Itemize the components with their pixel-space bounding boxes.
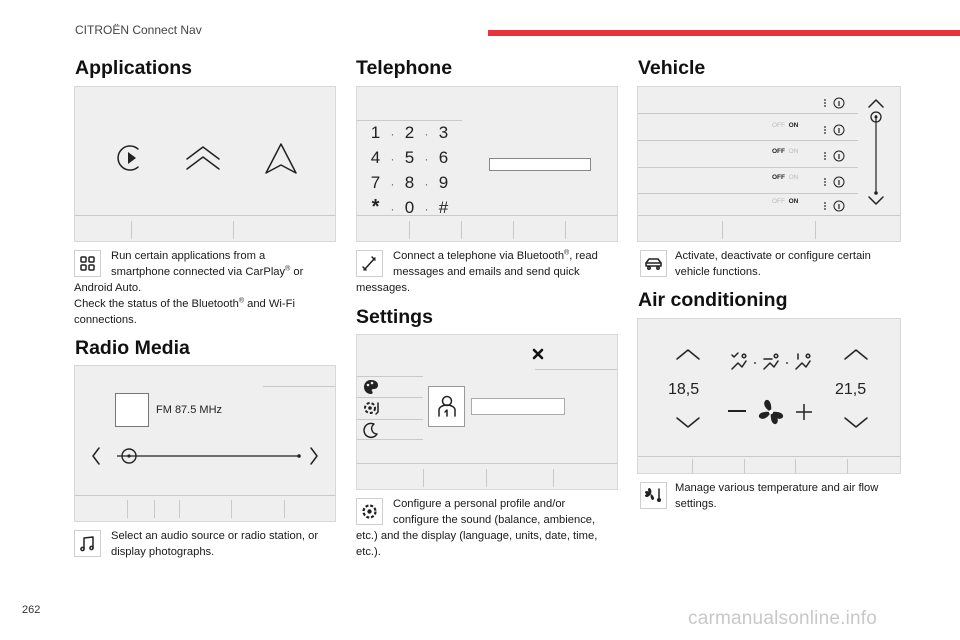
applications-screen [74,86,336,242]
carplay-icon [111,139,151,179]
watermark: carmanualsonline.info [688,608,878,629]
vehicle-heading: Vehicle [638,57,706,79]
settings-heading: Settings [356,306,433,328]
telephone-description: Connect a telephone via Bluetooth®, read messages and emails and send quick messages. [356,249,598,294]
fan-speed-icon [756,397,786,427]
key-6[interactable]: 6 [438,148,449,167]
sound-settings-icon[interactable] [362,399,382,417]
close-icon[interactable] [531,347,545,361]
vehicle-options-icons[interactable] [822,95,852,215]
temp-left-value: 18,5 [668,381,700,398]
vehicle-switch-3[interactable]: OFF ON [772,174,799,181]
radio-station-label: FM 87.5 MHz [156,404,223,416]
radio-media-description: Select an audio source or radio station, or display photographs. [111,530,319,558]
air-conditioning-screen [637,318,901,474]
applications-description: Run certain applications from a smartphone connected via CarPlay® or Android Auto. Check the status of the Bluetooth® and Wi-Fi connections. [74,250,304,326]
album-art-placeholder [115,393,149,427]
fan-increase-button[interactable] [794,402,814,422]
temp-left-down-arrow[interactable] [674,415,702,431]
vehicle-screen [637,86,901,242]
key-1[interactable]: 1 [370,123,381,142]
key-0[interactable]: 0 [404,198,415,217]
key-hash[interactable]: # [438,198,449,217]
key-2[interactable]: 2 [404,123,415,142]
vehicle-switch-4[interactable]: OFF ON [772,198,799,205]
air-flow-direction-icons[interactable] [728,351,818,375]
header-accent-bar [488,30,960,36]
air-conditioning-description: Manage various temperature and air flow settings. [675,482,879,510]
temp-left-up-arrow[interactable] [674,347,702,363]
vehicle-description: Activate, deactivate or configure certain vehicle functions. [675,250,871,278]
profile-name-field[interactable] [471,398,565,415]
temp-right-down-arrow[interactable] [842,415,870,431]
radio-tuner-slider[interactable] [89,444,321,468]
phone-keypad[interactable]: 1 · 2 · 3 4 · 5 · 6 7 · 8 · 9 * · 0 · # [367,121,452,221]
page-number: 262 [22,604,41,616]
radio-media-screen [74,365,336,522]
temp-right-value: 21,5 [835,381,867,398]
key-7[interactable]: 7 [370,173,381,192]
key-5[interactable]: 5 [404,148,415,167]
settings-description: Configure a personal profile and/or configure the sound (balance, ambience, etc.) and the display (language, units, date, time, etc.). [356,498,598,558]
key-4[interactable]: 4 [370,148,381,167]
header-title: CITROËN Connect Nav [75,23,202,37]
key-3[interactable]: 3 [438,123,449,142]
settings-screen [356,334,618,490]
vehicle-switch-1[interactable]: OFF ON [772,122,799,129]
radio-media-heading: Radio Media [75,337,190,359]
key-9[interactable]: 9 [438,173,449,192]
air-conditioning-heading: Air conditioning [638,289,788,311]
telephone-heading: Telephone [356,57,453,79]
vehicle-scrollbar[interactable] [864,95,888,207]
applications-heading: Applications [75,57,193,79]
key-8[interactable]: 8 [404,173,415,192]
phone-number-field[interactable] [489,158,591,171]
temp-right-up-arrow[interactable] [842,347,870,363]
fan-decrease-button[interactable] [728,410,746,412]
citroen-chevrons-icon [183,139,223,179]
vehicle-switch-2[interactable]: OFF ON [772,148,799,155]
profile-avatar[interactable] [428,386,465,427]
profile-icon [436,394,458,418]
night-mode-moon-icon[interactable] [362,421,380,439]
palette-icon[interactable] [362,378,380,396]
android-auto-icon [261,139,301,179]
key-star[interactable]: * [371,196,380,218]
